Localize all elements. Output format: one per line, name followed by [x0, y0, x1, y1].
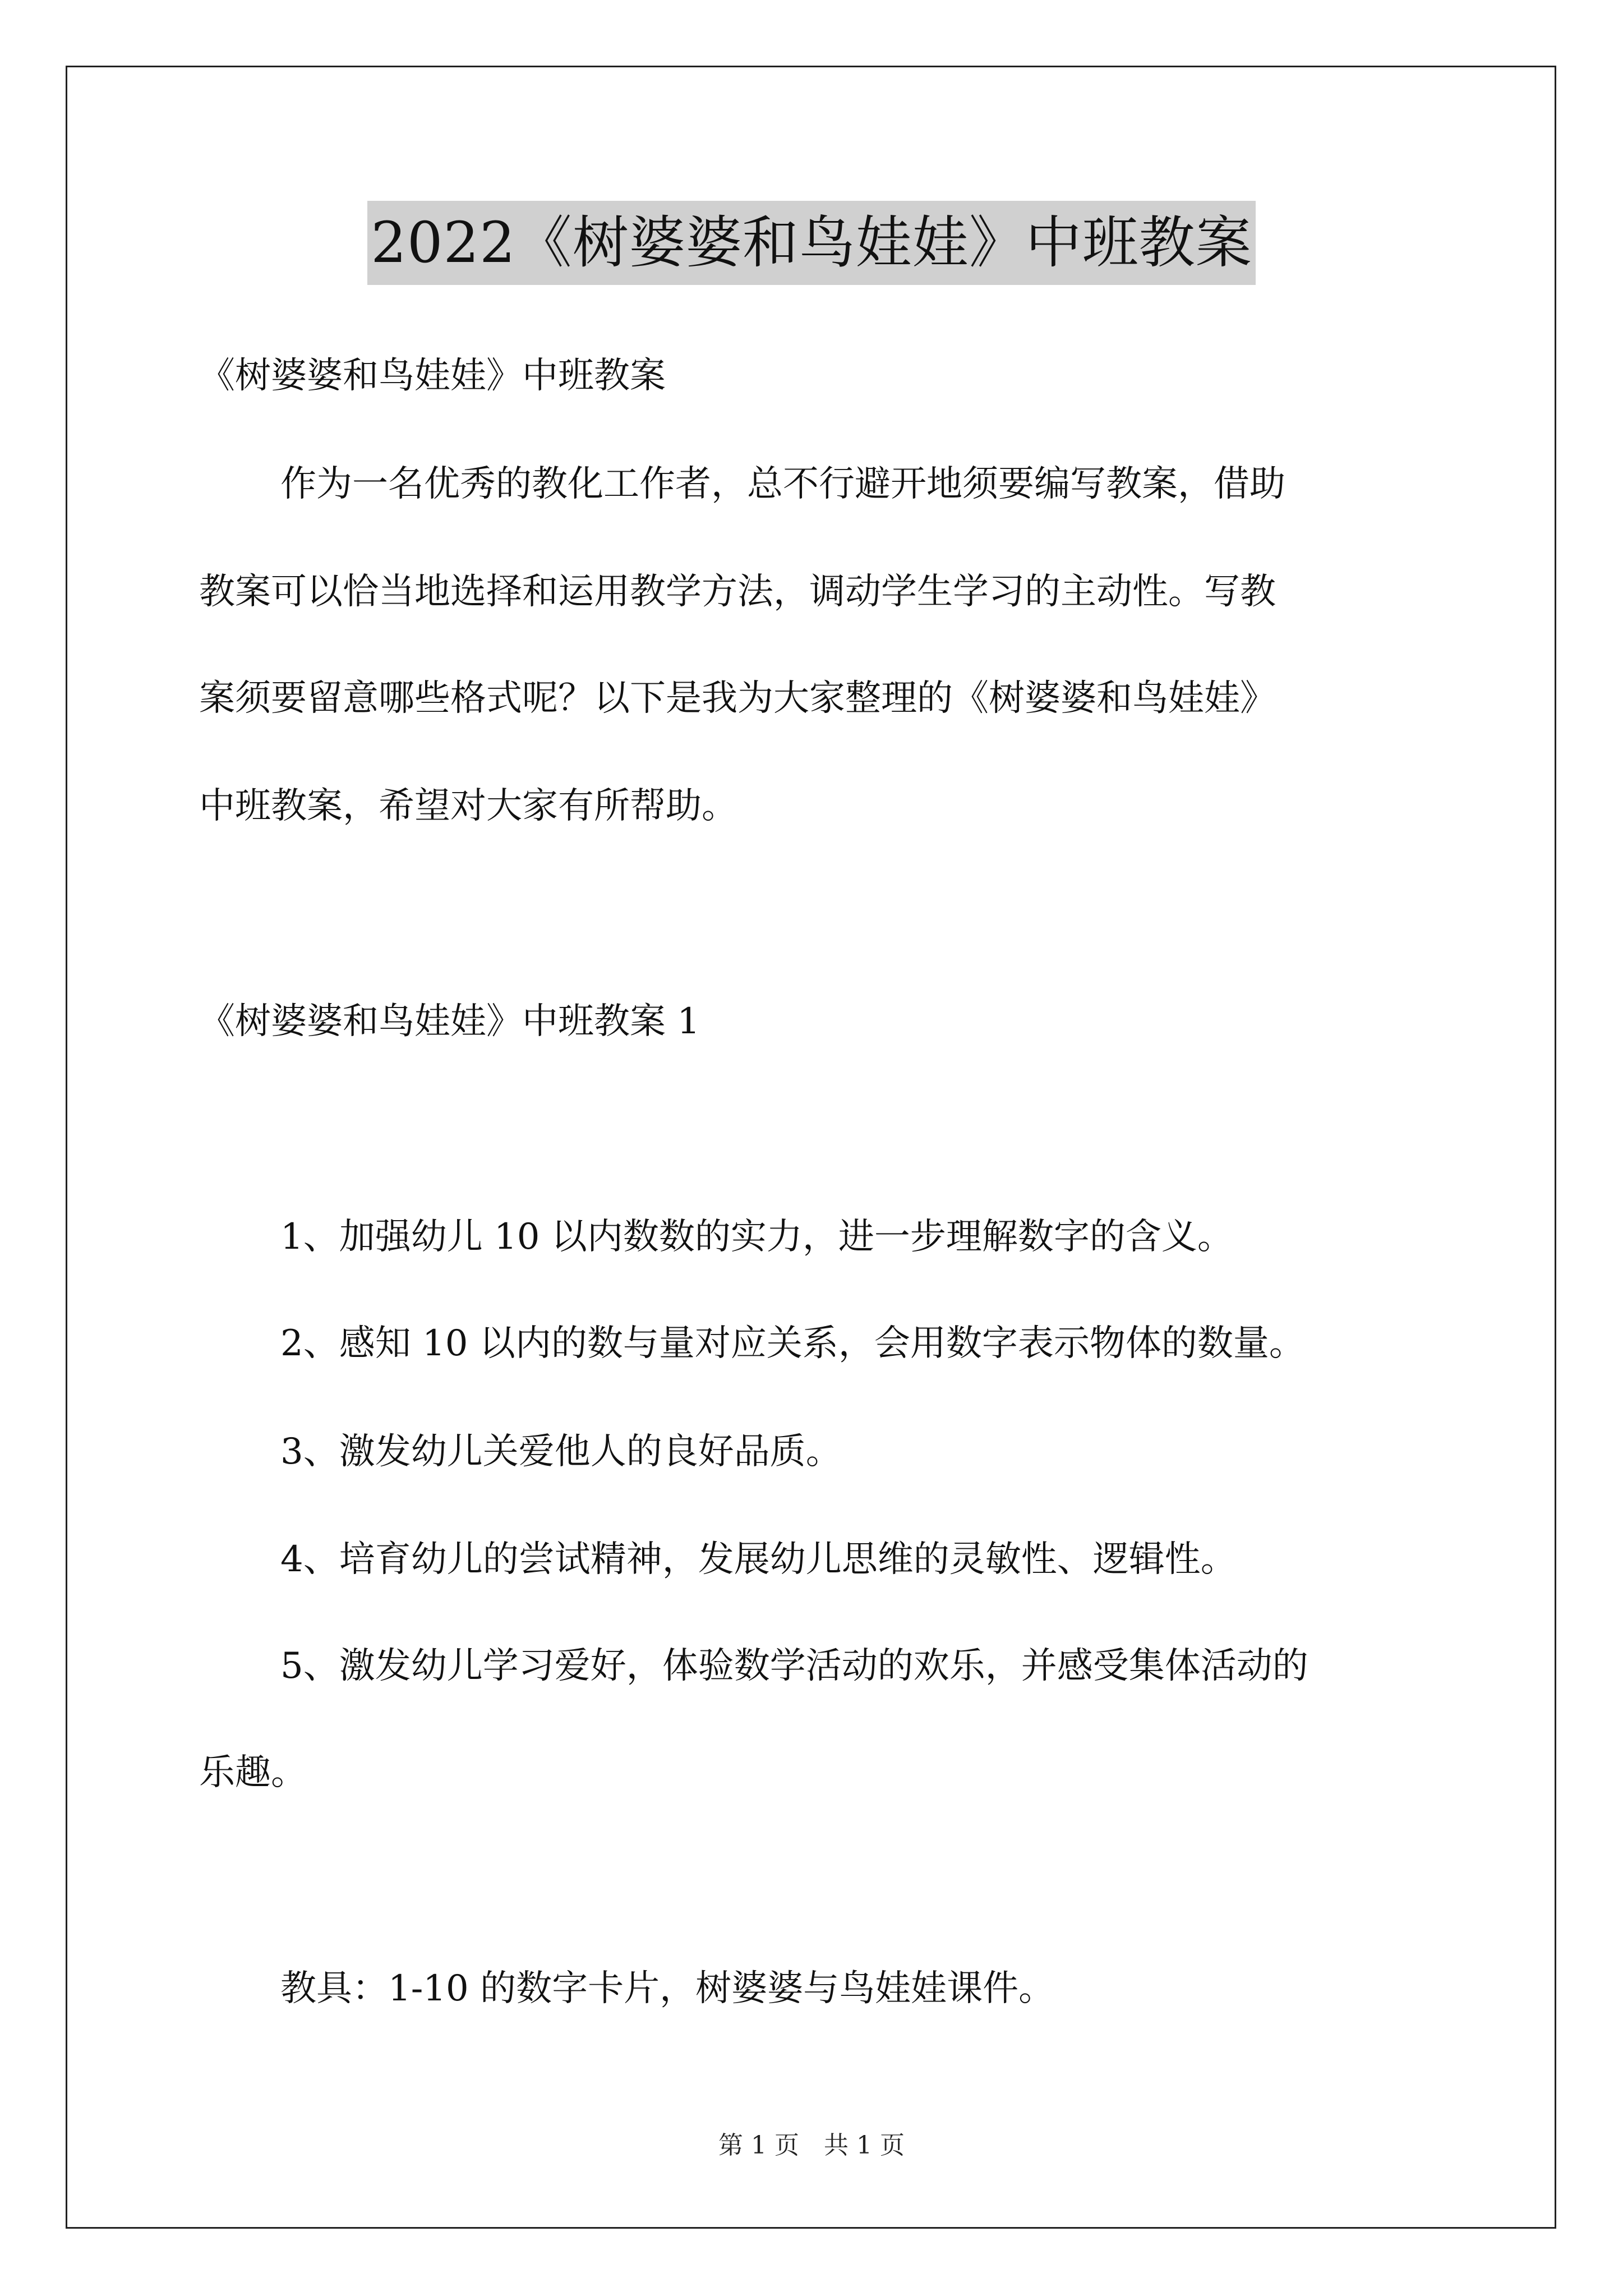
materials-line: 教具：1-10 的数字卡片，树婆婆与鸟娃娃课件。 — [280, 1968, 1055, 2009]
title-container — [0, 201, 1623, 285]
goal-line-3: 3、激发幼儿关爱他人的良好品质。 — [280, 1431, 842, 1473]
document-subtitle: 《树婆婆和鸟娃娃》中班教案 — [199, 355, 666, 397]
goal-line-1: 1、加强幼儿 10 以内数数的实力，进一步理解数字的含义。 — [280, 1216, 1233, 1258]
intro-line-4: 中班教案，希望对大家有所帮助。 — [199, 785, 737, 827]
section-heading: 《树婆婆和鸟娃娃》中班教案 1 — [199, 1001, 700, 1042]
intro-line-2: 教案可以恰当地选择和运用教学方法，调动学生学习的主动性。写教 — [199, 571, 1276, 613]
intro-line-1: 作为一名优秀的教化工作者，总不行避开地须要编写教案，借助 — [280, 463, 1285, 505]
goal-line-2: 2、感知 10 以内的数与量对应关系，会用数字表示物体的数量。 — [280, 1323, 1305, 1364]
page-footer: 第 1 页 共 1 页 — [718, 2131, 905, 2160]
document-title: 2022《树婆婆和鸟娃娃》中班教案 — [367, 201, 1256, 285]
intro-line-3: 案须要留意哪些格式呢？以下是我为大家整理的《树婆婆和鸟娃娃》 — [199, 678, 1276, 719]
goal-line-4: 4、培育幼儿的尝试精神，发展幼儿思维的灵敏性、逻辑性。 — [280, 1539, 1237, 1580]
goal-continuation: 乐趣。 — [199, 1752, 307, 1793]
goal-line-5: 5、激发幼儿学习爱好，体验数学活动的欢乐，并感受集体活动的 — [280, 1645, 1308, 1687]
